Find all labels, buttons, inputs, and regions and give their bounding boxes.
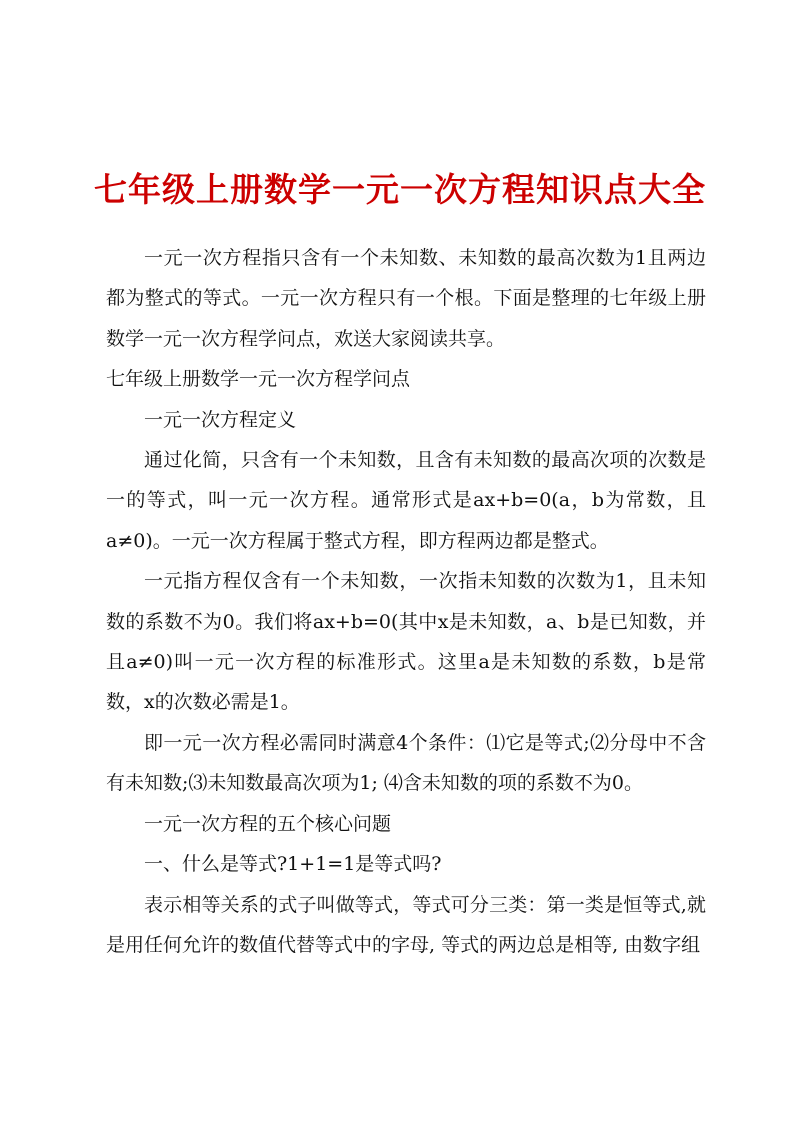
subheading-core-issues: 一元一次方程的五个核心问题 (144, 812, 392, 835)
paragraph-intro: 一元一次方程指只含有一个未知数、未知数的最高次数为1且两边都为整式的等式。一元一次方程只有一个根。下面是整理的七年级上册数学一元一次方程学问点，欢送大家阅读共享。 (106, 247, 706, 350)
document-title: 七年级上册数学一元一次方程知识点大全 (94, 170, 706, 209)
paragraph-conditions: 即一元一次方程必需同时满意4个条件：⑴它是等式;⑵分母中不含有未知数;⑶未知数最高次项为1; ⑷含未知数的项的系数不为0。 (106, 731, 706, 795)
paragraph-definition: 通过化简，只含有一个未知数，且含有未知数的最高次项的次数是一的等式，叫一元一次方程。通常形式是ax+b=0(a，b为常数，且a≠0)。一元一次方程属于整式方程，即方程两边都是整式。 (106, 449, 706, 552)
paragraph-explanation: 一元指方程仅含有一个未知数，一次指未知数的次数为1，且未知数的系数不为0。我们将ax+b=0(其中x是未知数，a、b是已知数，并且a≠0)叫一元一次方程的标准形式。这里a是未知数的系数，b是常数，x的次数必需是1。 (106, 570, 706, 714)
document-body (106, 238, 706, 965)
subheading-definition: 一元一次方程定义 (144, 408, 297, 431)
question-one: 一、什么是等式?1+1=1是等式吗? (144, 853, 442, 876)
paragraph-equation-types: 表示相等关系的式子叫做等式，等式可分三类：第一类是恒等式,就是用任何允许的数值代替等式中的字母, 等式的两边总是相等, 由数字组 (106, 893, 706, 956)
section-heading: 七年级上册数学一元一次方程学问点 (106, 368, 411, 391)
